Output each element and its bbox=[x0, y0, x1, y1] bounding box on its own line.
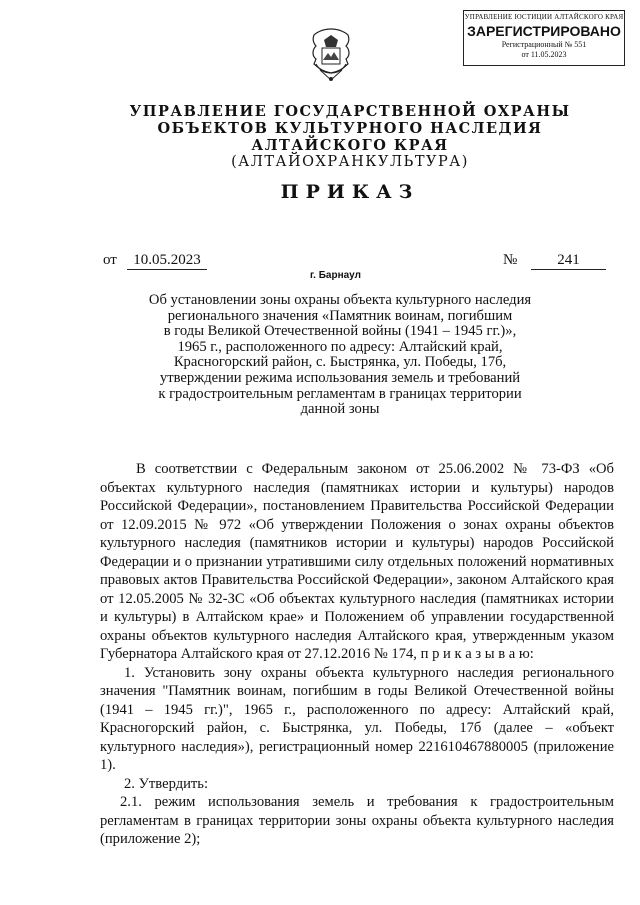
agency-name-line-2: ОБЪЕКТОВ КУЛЬТУРНОГО НАСЛЕДИЯ bbox=[157, 120, 543, 137]
subject-line: Об установлении зоны охраны объекта культурного наследия bbox=[148, 292, 532, 308]
agency-header bbox=[120, 103, 580, 171]
subject-line: 1965 г., расположенного по адресу: Алтайский край, bbox=[177, 338, 503, 355]
subject-line: данной зоны bbox=[300, 401, 380, 418]
order-body bbox=[100, 460, 614, 849]
preamble-paragraph bbox=[100, 460, 614, 664]
stamp-org: УПРАВЛЕНИЕ ЮСТИЦИИ АЛТАЙСКОГО КРАЯ bbox=[464, 13, 624, 21]
subject-line: утверждении режима использования земель и требований bbox=[159, 369, 521, 386]
item-1: 1. Установить зону охраны объекта культурного наследия регионального значения "Памятник воинам, погибшим в годы Великой Отечественной войны (1941 – 1945 гг.)", 1965 г., расположенного по адресу: Алтайский край, Красногорский район, с. Быстрянка, ул. Победы, 17б (далее – «объект культурного наследия»), регистрационный номер 221610467880005 (приложение 1). bbox=[100, 664, 614, 773]
stamp-reg-number: Регистрационный № 551 bbox=[501, 40, 587, 49]
item-2: 2. Утвердить: bbox=[124, 775, 209, 792]
agency-name-line-3: АЛТАЙСКОГО КРАЯ bbox=[251, 137, 449, 154]
order-word: п р и к а з ы в а ю: bbox=[420, 646, 534, 662]
agency-name-line-1: УПРАВЛЕНИЕ ГОСУДАРСТВЕННОЙ ОХРАНЫ bbox=[129, 103, 571, 120]
stamp-reg-date: от 11.05.2023 bbox=[521, 50, 567, 59]
stamp-status: ЗАРЕГИСТРИРОВАНО bbox=[467, 23, 621, 39]
number-label: № bbox=[503, 252, 518, 268]
order-number: 241 bbox=[531, 252, 606, 270]
item-2-1: 2.1. режим использования земель и требования к градостроительным регламентам в границах территории зоны охраны объекта культурного наследия (приложение 2); bbox=[100, 794, 614, 847]
coat-of-arms-icon bbox=[306, 26, 356, 84]
date-label: от bbox=[103, 252, 117, 268]
subject-line: к градостроительным регламентам в границах территории bbox=[158, 385, 522, 402]
subject-line: в годы Великой Отечественной войны (1941 – 1945 гг.)», bbox=[163, 323, 517, 340]
preamble-text: В соответствии с Федеральным законом от 25.06.2002 № 73-ФЗ «Об объектах культурного наследия (памятниках истории и культуры) народов Российской Федерации», постановлением Правительства Российской Федерации от 12.09.2015 № 972 «Об утверждении Положения о зонах охраны объектов культурного наследия (памятников истории и культуры) народов Российской Федерации и о признании утратившими силу отдельных положений нормативных правовых актов Правительства Российской Федерации», законом Алтайского края от 12.05.2005 № 32-ЗС «Об объектах культурного наследия (памятниках истории и культуры) в Алтайском крае» и Положением об управлении государственной охраны объектов культурного наследия Алтайского края, утвержденным указом Губернатора Алтайского края от 27.12.2016 № 174, bbox=[100, 461, 614, 662]
order-date: 10.05.2023 bbox=[127, 252, 207, 270]
registration-stamp bbox=[463, 10, 625, 66]
agency-short-name: (АЛТАЙОХРАНКУЛЬТУРА) bbox=[231, 154, 469, 170]
subject-line: регионального значения «Памятник воинам, погибшим bbox=[167, 307, 513, 324]
subject-line: Красногорский район, с. Быстрянка, ул. Победы, 17б, bbox=[173, 354, 507, 371]
document-type: ПРИКАЗ bbox=[280, 181, 420, 203]
order-subject bbox=[120, 293, 560, 418]
city: г. Барнаул bbox=[310, 270, 361, 281]
